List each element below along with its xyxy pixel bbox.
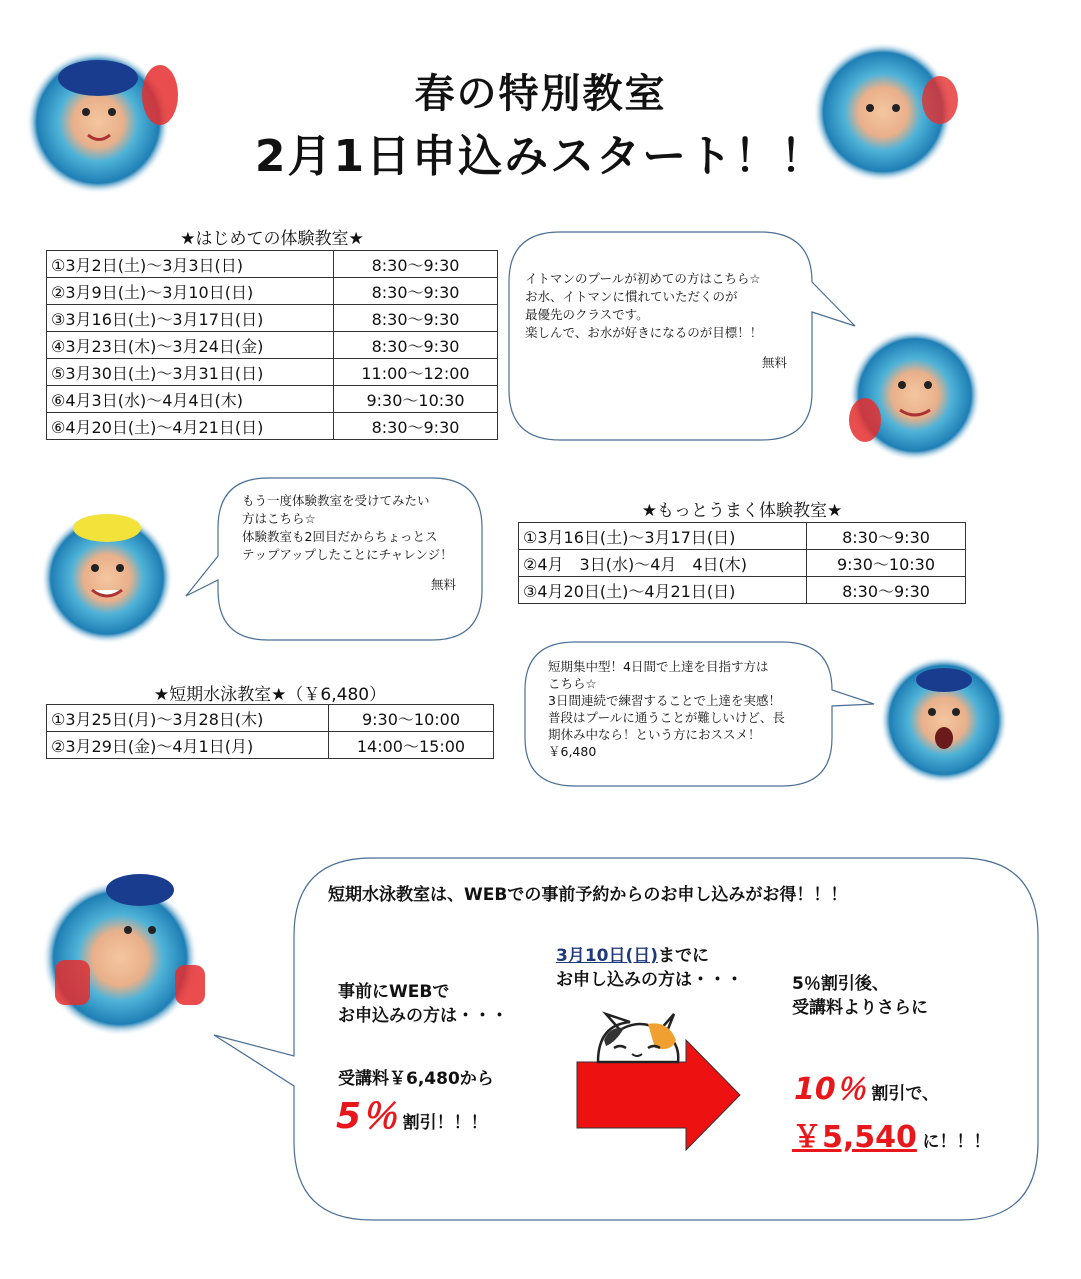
time-cell: 8:30～9:30: [334, 332, 498, 359]
bubble3-line: 3日間連続で練習することで上達を実感！: [548, 693, 781, 708]
bubble1-line: イトマンのプールが初めての方はこちら☆: [525, 271, 761, 286]
date-cell: ②4月 3日(水)～4月 4日(木): [519, 550, 807, 577]
promo-right-pct-tail: 割引で、: [871, 1084, 939, 1104]
promo-mid-line2: お申し込みの方は・・・: [556, 970, 743, 990]
promo-right-line1: 5％割引後、: [792, 974, 889, 994]
trial-title: ★はじめての体験教室★: [180, 229, 364, 249]
date-cell: ①3月2日(土)～3月3日(日): [47, 251, 334, 278]
promo-left-discount: [336, 1088, 488, 1139]
table-row: [519, 523, 966, 550]
promo-left-pct: 5％: [336, 1096, 398, 1137]
bubble3-line: 普段はプールに通うことが難しいけど、長: [548, 710, 785, 725]
table-row: [47, 413, 498, 440]
time-cell: 8:30～9:30: [334, 278, 498, 305]
time-cell: 8:30～9:30: [334, 305, 498, 332]
page-subtitle: 2月1日申込みスタート！！: [254, 131, 827, 182]
better-table: [518, 522, 966, 604]
bubble3-line: こちら☆: [548, 676, 597, 691]
better-title: ★もっとうまく体験教室★: [641, 501, 843, 521]
date-cell: ⑥4月20日(土)～4月21日(日): [47, 413, 334, 440]
date-cell: ④3月23日(木)～3月24日(金): [47, 332, 334, 359]
promo-left-tail: 割引！！！: [402, 1113, 488, 1133]
promo-right-tail: に！！！: [922, 1132, 991, 1152]
bubble2-text: [242, 492, 462, 594]
child-photo-icon: [880, 656, 1008, 784]
bubble1-line: お水、イトマンに慣れていただくのが: [525, 289, 738, 304]
child-photo-icon: [41, 512, 173, 644]
promo-right-discount: [794, 1064, 939, 1108]
bubble2-line: テップアップしたことにチャレンジ！: [242, 547, 453, 562]
promo-left-line2: お申込みの方は・・・: [338, 1006, 508, 1026]
table-row: [47, 732, 494, 759]
bubble2-line: 体験教室も2回目だからちょっとス: [242, 529, 438, 544]
date-cell: ①3月25日(月)～3月28日(木): [47, 705, 329, 732]
bubble3-line: 短期集中型！4日間で上達を目指す方は: [548, 659, 769, 674]
date-cell: ③4月20日(土)～4月21日(日): [519, 577, 807, 604]
table-row: [47, 359, 498, 386]
table-row: [47, 332, 498, 359]
date-cell: ②3月9日(土)～3月10日(日): [47, 278, 334, 305]
time-cell: 9:30～10:30: [334, 386, 498, 413]
child-photo-icon: [849, 329, 981, 461]
date-cell: ③3月16日(土)～3月17日(日): [47, 305, 334, 332]
short-table: [46, 704, 494, 759]
table-row: [47, 386, 498, 413]
bubble2-price: 無料: [430, 577, 456, 592]
promo-mid-date: 3月10日(日): [556, 946, 659, 966]
time-cell: 11:00～12:00: [334, 359, 498, 386]
time-cell: 8:30～9:30: [807, 577, 966, 604]
table-row: [47, 278, 498, 305]
trial-table: [46, 250, 498, 440]
date-cell: ⑥4月3日(水)～4月4日(木): [47, 386, 334, 413]
table-row: [47, 705, 494, 732]
bubble1-line: 楽しんで、お水が好きになるのが目標！！: [525, 325, 763, 340]
child-photo-icon: [26, 50, 178, 194]
promo-mid-rest: までに: [658, 946, 710, 966]
date-cell: ①3月16日(土)～3月17日(日): [519, 523, 807, 550]
promo-right-block: [792, 972, 928, 1020]
table-row: [519, 550, 966, 577]
promo-right-price: ￥5,540: [792, 1120, 917, 1155]
time-cell: 8:30～9:30: [807, 523, 966, 550]
bubble3-price: ￥6,480: [548, 744, 597, 759]
page-title: 春の特別教室: [414, 71, 667, 117]
time-cell: 9:30～10:30: [807, 550, 966, 577]
bubble1-text: [525, 270, 795, 372]
bubble1-price: 無料: [761, 355, 787, 370]
time-cell: 8:30～9:30: [334, 251, 498, 278]
bubble1-line: 最優先のクラスです。: [525, 307, 649, 322]
promo-right-pct: 10％: [794, 1072, 866, 1107]
promo-right-price-line: [792, 1112, 990, 1156]
table-row: [47, 251, 498, 278]
promo-right-line2: 受講料よりさらに: [792, 998, 928, 1018]
promo-left-line1: 事前にWEBで: [338, 982, 450, 1002]
short-title: ★短期水泳教室★（￥6,480）: [153, 685, 387, 705]
bubble2-line: 方はこちら☆: [242, 511, 316, 526]
bubble3-line: 期休み中なら！という方におススメ！: [548, 727, 761, 742]
bubble3-text: [548, 658, 823, 760]
table-row: [47, 305, 498, 332]
promo-headline: 短期水泳教室は、WEBでの事前予約からのお申し込みがお得！！！: [328, 885, 848, 905]
bubble2-line: もう一度体験教室を受けてみたい: [242, 493, 430, 508]
promo-left-fee: 受講料￥6,480から: [338, 1069, 494, 1089]
date-cell: ②3月29日(金)～4月1日(月): [47, 732, 329, 759]
time-cell: 14:00～15:00: [329, 732, 494, 759]
child-photo-icon: [42, 874, 205, 1036]
time-cell: 9:30～10:00: [329, 705, 494, 732]
promo-left-block: [338, 980, 508, 1028]
child-photo-icon: [813, 42, 958, 182]
date-cell: ⑤3月30日(土)～3月31日(日): [47, 359, 334, 386]
table-row: [519, 577, 966, 604]
time-cell: 8:30～9:30: [334, 413, 498, 440]
promo-mid-block: [556, 944, 743, 992]
